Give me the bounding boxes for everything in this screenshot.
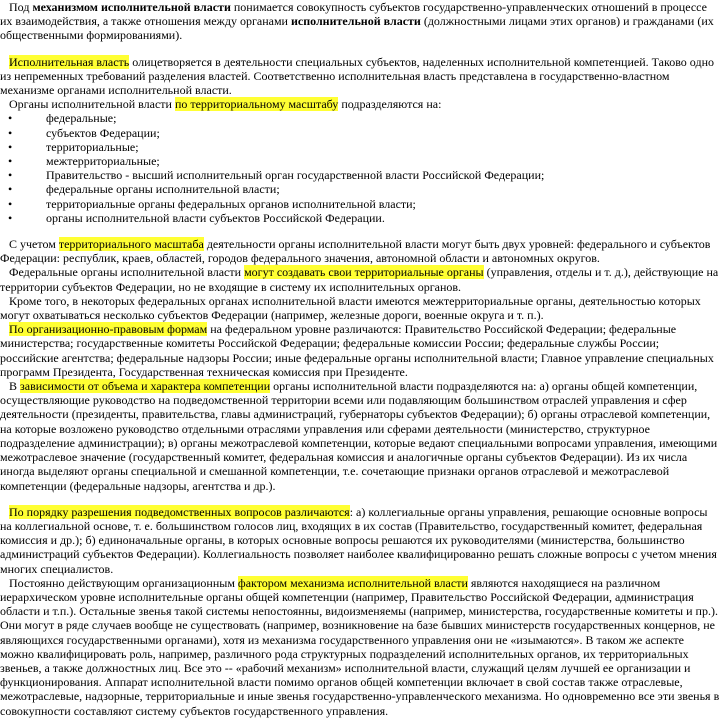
highlighted-term: По порядку разрешения подведомственных вопросов различаются [9, 504, 350, 519]
text: Органы исполнительной власти [9, 97, 175, 112]
highlighted-term: Исполнительная власть [9, 54, 130, 69]
spacer [0, 225, 720, 237]
text: на федеральном уровне различаются: Правительство Российской Федерации; федеральные министерства; государственные комитеты Российской Федерации; федеральные комиссии России; федеральные службы России; российские агентства; федеральные надзоры России; иные федеральные органы исполнительной власти; Главное управление специальных программ Президента, Государственная техническая комиссия при Президенте. [0, 322, 714, 379]
spacer [0, 493, 720, 505]
bullet-list [0, 111, 720, 225]
paragraph-mechanism-factor [0, 576, 720, 718]
paragraph-federal-territorial [0, 265, 720, 293]
list-item: • федеральные органы исполнительной власти; [0, 182, 720, 196]
list-item: • субъектов Федерации; [0, 126, 720, 140]
text: (должностными лицами этих органов) и гражданами (их общественными формированиями). [0, 14, 714, 43]
paragraph-resolution-order [0, 505, 720, 576]
text: подразделяются на: [338, 97, 442, 112]
text: В [9, 379, 21, 394]
text: деятельности органы исполнительной власти могут быть двух уровней: федерального и субъектов Федерации: республик, краев, областей, городов федерального значения, автономной области и автономных округов. [0, 237, 711, 266]
highlighted-term: фактором механизма исполнительной власти [237, 575, 468, 590]
paragraph-executive-power [0, 55, 720, 98]
list-item: • территориальные органы федеральных органов исполнительной власти; [0, 197, 720, 211]
text: Постоянно действующим организационным [9, 575, 238, 590]
highlighted-term: зависимости от объема и характера компетенции [20, 379, 271, 394]
list-item: • федеральные; [0, 111, 720, 125]
spacer [0, 43, 720, 55]
paragraph-two-levels [0, 237, 720, 265]
text: Под [9, 0, 33, 14]
highlighted-term: По организационно-правовым формам [9, 322, 208, 337]
bold-term: механизмом исполнительной власти [32, 0, 231, 14]
text: являются находящиеся на различном иерархическом уровне исполнительные органы общей компетенции (например, Правительство Российской Федерации, администрация области и т.п.). Остальные звенья такой системы непостоянны, видоизменяемы (например, министерства, государственные комитеты и пр.). Они могут в ряде случаев вообще не существовать (например, возникновение на базе бывших министерств государственных концернов, не являющихся государственными органами), хотя из механизма государственного управления они не «изымаются». В таком же аспекте можно квалифицировать роль, например, различного рода структурных подразделений исполнительных органов, их территориальных звеньев, а также должностных лиц. Все это -- «рабочий механизм» исполнительной власти, служащий целям лучшей ее организации и функционирования. Аппарат исполнительной власти помимо органов общей компетенции включает в свой состав также отраслевые, межотраслевые, надзорные, территориальные и иные звенья государственно-управленческого механизма. Но одновременно все эти звенья в совокупности составляют систему субъектов государственного управления. [0, 575, 720, 718]
list-item: • территориальные; [0, 140, 720, 154]
paragraph-competence [0, 379, 720, 493]
paragraph-interterritorial: Кроме того, в некоторых федеральных органах исполнительной власти имеются межтерриториальные органы, деятельностью которых могут охватываться несколько субъектов Федерации (например, железные дороги, военные округа и т. п.). [0, 293, 701, 323]
text: органы исполнительной власти подразделяются на: а) органы общей компетенции, осуществляющие руководство на подведомственной территории всеми или подавляющим большинством отраслей управления и сфер деятельности (президенты, правительства, главы администраций, губернаторы субъектов Федерации); б) органы отраслевой компетенции, на которые возложено руководство отдельными отраслями управления или сферами деятельности (министерство, структурное подразделение администрации); в) органы межотраслевой компетенции, которые ведают специальными вопросами управления, имеющими межотраслевое значение (государственный комитет, федеральная комиссия и аналогичные органы субъектов Федерации). Из их числа иногда выделяют органы специальной и смешанной компетенции, т.е. сочетающие признаки органов отраслевой и межотраслевой компетенции (федеральные надзоры, агентства и др.). [0, 379, 718, 493]
list-item: • Правительство - высший исполнительный орган государственной власти Российской Федерации; [0, 168, 720, 182]
highlighted-term: территориального масштаба [58, 237, 204, 252]
text: Федеральные органы исполнительной власти [9, 265, 245, 280]
list-item: • межтерриториальные; [0, 154, 720, 168]
highlighted-term: могут создавать свои территориальные органы [244, 265, 484, 280]
text: олицетворяется в деятельности специальных субъектов, наделенных исполнительной компетенцией. Таково одно из непременных требований разделения властей. Соответственно исполнительная власть представлена в государственно-властном механизме органами исполнительной власти. [0, 54, 714, 98]
list-item: • органы исполнительной власти субъектов Российской Федерации. [0, 211, 720, 225]
paragraph-legal-forms [0, 322, 720, 379]
highlighted-term: по территориальному масштабу [174, 97, 339, 112]
text: С учетом [9, 237, 59, 252]
text: : а) коллегиальные органы управления, решающие основные вопросы на коллегиальной основе, т. е. большинством голосов лиц, входящих в их состав (Правительство, государственный комитет, федеральная комиссия и др.); б) единоначальные органы, в которых основные вопросы решаются их руководителями (министерства, большинство администраций субъектов Федерации). Коллегиальность позволяет наиболее квалифицированно решать сложные вопросы с учетом мнения многих специалистов. [0, 504, 717, 576]
bold-term: исполнительной власти [290, 14, 421, 29]
paragraph-mechanism-definition [0, 0, 720, 43]
text: понимается совокупность субъектов государственно-управленческих отношений в процессе их взаимодействия, а также отношения между органами [0, 0, 707, 29]
paragraph-territorial-scale [0, 97, 720, 111]
text: (управления, отделы и т. д.), действующие на территории субъектов Федерации, но не входящие в систему их исполнительных органов. [0, 265, 719, 294]
